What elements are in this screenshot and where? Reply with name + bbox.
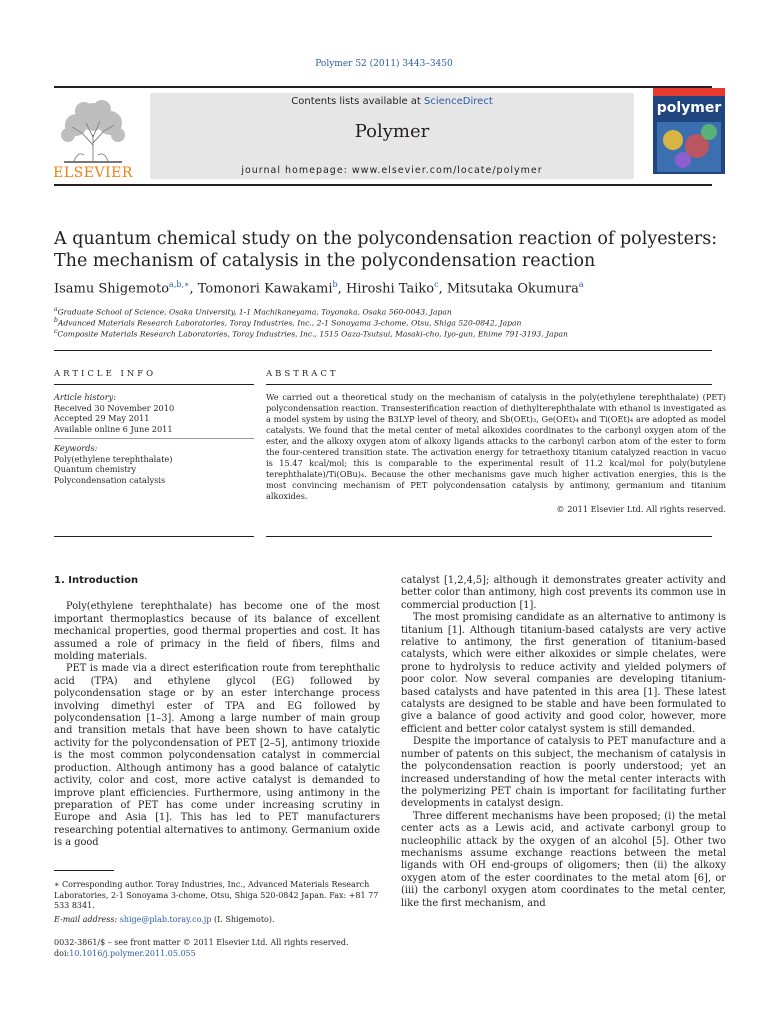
doi-link[interactable]: 10.1016/j.polymer.2011.05.055	[69, 949, 196, 958]
header-rule-top	[54, 86, 712, 88]
author-affil-mark[interactable]: c	[434, 280, 439, 289]
sciencedirect-link[interactable]: ScienceDirect	[424, 96, 493, 107]
abstract-copyright: © 2011 Elsevier Ltd. All rights reserved.	[556, 504, 726, 514]
abstract-rule	[266, 384, 712, 385]
author-list: Isamu Shigemoto$^{a,b,∗}$, Tomonori Kawakami$^b$, Hiroshi Taiko$^c$, Mitsutaka Okumura$^a$	[54, 280, 584, 297]
elsevier-wordmark: ELSEVIER	[53, 165, 133, 181]
journal-homepage[interactable]: journal homepage: www.elsevier.com/locate/polymer	[241, 165, 543, 176]
author-affil-mark[interactable]: a	[578, 280, 584, 289]
author-affil-mark[interactable]: a,b,∗	[169, 280, 190, 289]
article-info-heading: ARTICLE INFO	[54, 369, 157, 379]
keyword: Poly(ethylene terephthalate)	[54, 453, 173, 464]
corresponding-footnote	[54, 880, 380, 925]
page-footer	[54, 937, 380, 959]
body-paragraph: PET is made via a direct esterification route from terephthalic acid (TPA) and ethylene glycol (EG) followed by polycondensation stage or by an ester interchange process involving dimethyl ester of TPA and EG followed by polycondensation [1–3]. Among a large number of main group and transition metals that have been shown to have catalytic activity for the polycondensation of PET [2–5], antimony trioxide is the most common polycondensation catalyst in commercial production. Although antimony has a good balance of catalytic activity, color and cost, more active catalyst is demanded to improve plant efficiencies. Furthermore, using antimony in the preparation of PET has come under increasing scrutiny in Europe and Asia [1]. This has led to PET manufacturers researching potential alternatives to antimony. Germanium oxide is a good	[54, 663, 380, 849]
intro-heading: 1. Introduction	[54, 575, 139, 586]
header-rule-bottom	[54, 184, 712, 186]
abstract-body	[266, 392, 726, 515]
info-divider	[54, 438, 254, 439]
contents-line	[150, 96, 634, 107]
body-paragraph: The most promising candidate as an alternative to antimony is titanium [1]. Although titanium-based catalysts are very active relative to antimony, the first generation of titanium-based catalysts, which were either alkoxides or simple chelates, were prone to hydrolysis to reduce activity and yielded polymers of poor color. Now several companies are developing titanium-based catalysts and have patented in this area [1]. These latest catalysts are designed to be stable and have been formulated to give a balance of good activity and good color, however, more efficient and better color catalyst system is still demanded.	[401, 612, 726, 735]
email-suffix: (I. Shigemoto).	[211, 914, 275, 924]
author-name: Tomonori Kawakami	[197, 281, 333, 297]
abstract-bottom-rule	[266, 536, 712, 537]
section-rule	[54, 350, 712, 351]
affiliation-mark: b	[54, 317, 58, 324]
keywords-label: Keywords:	[54, 443, 98, 453]
affiliation-text: Advanced Materials Research Laboratories, Toray Industries, Inc., 2-1 Sonoyama 3-chome, Otsu, Shiga 520-0842, Japan	[57, 318, 522, 328]
journal-title: Polymer	[354, 121, 430, 142]
title-line-2: The mechanism of catalysis in the polycondensation reaction	[54, 251, 596, 271]
title-line-1: A quantum chemical study on the polycondensation reaction of polyesters:	[54, 229, 718, 249]
body-left-column	[54, 575, 380, 850]
footnote-rule	[54, 870, 114, 871]
abstract-heading: ABSTRACT	[266, 369, 339, 379]
article-title	[54, 228, 734, 272]
author-name: Isamu Shigemoto	[54, 281, 170, 297]
email-label: E-mail address:	[54, 914, 120, 924]
history-item: Accepted 29 May 2011	[54, 413, 150, 423]
author-affil-mark[interactable]: b	[332, 280, 338, 289]
doi-label: doi:	[54, 949, 70, 958]
cover-title: polymer	[656, 100, 722, 116]
abstract-text: We carried out a theoretical study on the mechanism of catalysis in the poly(ethylene terephthalate) (PET) polycondensation reaction. Transesterification reaction of diethylterephthalate with ethanol is investigated as a model system by using the B3LYP level of theory, and Sb(OEt)₃, Ge(OEt)₄ and Ti(OEt)₄ are adopted as model catalysts. We found that the metal center of metal alkoxides coordinates to the carbonyl oxygen atom of the ester, and the alkoxy oxygen atom of alkoxy ligands attacks to the carbonyl carbon atom of the ester to form the four-centered transition state. The activation energy for tetraethoxy titanium catalyzed reaction in vacuo is 15.47 kcal/mol; this is comparable to the experimental result of 11.2 kcal/mol for poly(butylene terephthalate)/Ti(OBu)₄. Because the other mechanisms gave much higher activation energies, this is the most convincing mechanism of PET polycondensation catalysis by antimony, germanium and titanium alkoxides.	[266, 392, 726, 501]
keyword: Polycondensation catalysis	[54, 474, 166, 485]
author-name: Hiroshi Taiko	[345, 281, 435, 297]
doi-line	[54, 948, 380, 959]
affiliation-mark: c	[54, 328, 58, 335]
email-line	[54, 915, 380, 926]
corresponding-author-note: ∗ Corresponding author. Toray Industries, Inc., Advanced Materials Research Laboratories, 2-1 Sonoyama 3-chome, Otsu, Shiga 520-0842 Japan. Fax: +81 77 533 8341.	[54, 880, 379, 910]
body-paragraph: Three different mechanisms have been proposed; (i) the metal center acts as a Lewis acid, and activate carbonyl group to nucleophilic attack by the oxygen of an alcohol [5]. Other two mechanisms assume exchange reactions between the metal ligands with OH end-groups of oligomers; then (ii) the alkoxy oxygen atom of the ester coordinates to the metal atom [6], or (iii) the carbonyl oxygen atom coordinates to the metal center, like the first mechanism, and	[401, 810, 726, 909]
issn-line: 0032-3861/$ – see front matter © 2011 Elsevier Ltd. All rights reserved.	[54, 938, 349, 947]
author-name: Mitsutaka Okumura	[446, 281, 579, 297]
email-link[interactable]: shige@plab.toray.co.jp	[119, 914, 212, 924]
affiliation	[54, 327, 734, 340]
affiliation-mark: a	[54, 306, 58, 313]
info-bottom-rule	[54, 536, 254, 537]
history-item: Available online 6 June 2011	[54, 423, 173, 434]
body-right-column	[401, 575, 726, 910]
journal-cover-image	[653, 88, 725, 180]
body-paragraph: catalyst [1,2,4,5]; although it demonstrates greater activity and better color than antimony, high cost prevents its common use in commercial production [1].	[401, 575, 726, 611]
history-item: Received 30 November 2010	[54, 402, 175, 413]
article-info-box	[54, 392, 254, 485]
journal-reference[interactable]: Polymer 52 (2011) 3443–3450	[315, 59, 453, 69]
affiliation-text: Composite Materials Research Laboratories, Toray Industries, Inc., 1515 Oaza-Tsutsui, Masaki-cho, Iyo-gun, Ehime 791-3193, Japan	[57, 329, 568, 339]
affiliation-text: Graduate School of Science, Osaka University, 1-1 Machikaneyama, Toyonaka, Osaka 560-0043, Japan	[57, 307, 452, 317]
article-info-rule	[54, 384, 254, 385]
contents-prefix: Contents lists available at	[291, 96, 425, 107]
body-paragraph: Despite the importance of catalysis to PET manufacture and a number of patents on this subject, the mechanism of catalysis in the polycondensation reaction is poorly understood; yet an increased understanding of how the metal center interacts with the polymerizing PET chain is important for facilitating further developments in catalyst design.	[401, 736, 726, 810]
body-paragraph: Poly(ethylene terephthalate) has become one of the most important thermoplastics because of its balance of excellent mechanical properties, good thermal properties and cost. It has assumed a role of primacy in the field of fibers, films and molding materials.	[54, 601, 380, 663]
keyword: Quantum chemistry	[54, 464, 137, 474]
history-label: Article history:	[54, 392, 116, 402]
journal-masthead	[150, 93, 634, 179]
